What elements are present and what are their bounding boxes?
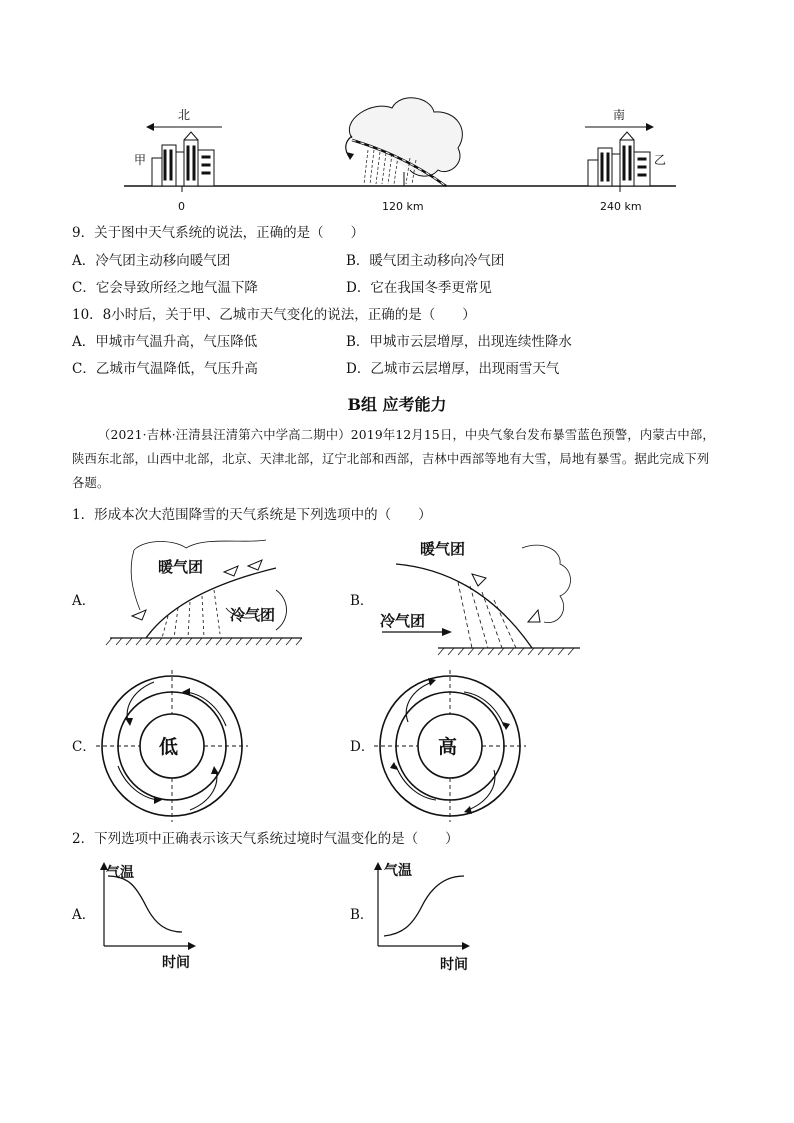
q2-b-x-label: 时间	[440, 957, 468, 973]
city-a-buildings	[152, 132, 214, 186]
south-label: 南	[613, 108, 626, 122]
q1-a-front-diagram	[106, 530, 306, 650]
q2-a-x-label: 时间	[162, 955, 190, 971]
city-b-label: 乙	[654, 153, 667, 167]
q1-b-front-diagram	[382, 530, 582, 660]
q2-stem: 2．下列选项中正确表示该天气系统过境时气温变化的是（ ）	[72, 831, 459, 847]
q1-option-b[interactable]: B．	[350, 593, 374, 609]
q2-option-b[interactable]: B．	[350, 907, 374, 923]
q10-option-b[interactable]: B．甲城市云层增厚，出现连续性降水	[346, 334, 572, 350]
north-arrow-head	[146, 123, 154, 131]
tick-label-120: 120 km	[382, 200, 424, 213]
q1-option-d[interactable]: D．	[350, 739, 375, 755]
q10-option-a[interactable]: A．甲城市气温升高，气压降低	[72, 334, 258, 350]
front-cross-section-diagram	[0, 0, 794, 230]
q1-a-cold-air-label: 冷气团	[230, 606, 276, 624]
section-title: B组 应考能力	[347, 395, 447, 414]
q9-stem: 9．关于图中天气系统的说法，正确的是（ ）	[72, 225, 365, 241]
q1-a-warm-air-label: 暖气团	[158, 558, 204, 576]
q1-c-low-label: 低	[159, 736, 179, 758]
q2-b-curve	[384, 876, 464, 936]
cold-air-arrow-head	[346, 152, 354, 160]
south-arrow-head	[646, 123, 654, 131]
q1-option-c[interactable]: C．	[72, 739, 96, 755]
intro-paragraph: （2021·吉林·汪清县汪清第六中学高二期中）2019年12月15日，中央气象台发布暴雪蓝色预警，内蒙古中部，陕西东北部，山西中北部，北京、天津北部，辽宁北部和西部，吉林中西部等地有大雪，局地有暴雪。据此完成下列各题。	[72, 428, 715, 490]
q1-b-cold-air-label: 冷气团	[380, 612, 426, 630]
q2-b-y-label: 气温	[384, 863, 412, 879]
q1-stem: 1．形成本次大范围降雪的天气系统是下列选项中的（ ）	[72, 507, 432, 523]
city-a-label: 甲	[134, 153, 147, 167]
q9-option-a[interactable]: A．冷气团主动移向暖气团	[72, 253, 231, 269]
q9-option-b[interactable]: B．暖气团主动移向冷气团	[346, 253, 505, 269]
q10-option-d[interactable]: D．乙城市云层增厚，出现雨雪天气	[346, 361, 560, 377]
q10-stem: 10．8小时后，关于甲、乙城市天气变化的说法，正确的是（ ）	[72, 307, 476, 323]
tick-label-0: 0	[178, 200, 185, 213]
q1-b-warm-air-label: 暖气团	[420, 540, 466, 558]
q9-option-d[interactable]: D．它在我国冬季更常见	[346, 280, 492, 296]
tick-label-240: 240 km	[600, 200, 642, 213]
q1-d-high-label: 高	[438, 736, 458, 758]
q2-a-curve	[108, 876, 182, 932]
q1-option-a[interactable]: A．	[72, 593, 96, 609]
q2-a-y-label: 气温	[106, 865, 134, 881]
cloud-shape	[349, 98, 462, 176]
north-label: 北	[178, 108, 191, 122]
city-b-buildings	[588, 132, 650, 186]
q9-option-c[interactable]: C．它会导致所经之地气温下降	[72, 280, 258, 296]
q2-option-a[interactable]: A．	[72, 907, 96, 923]
q10-option-c[interactable]: C．乙城市气温降低，气压升高	[72, 361, 258, 377]
